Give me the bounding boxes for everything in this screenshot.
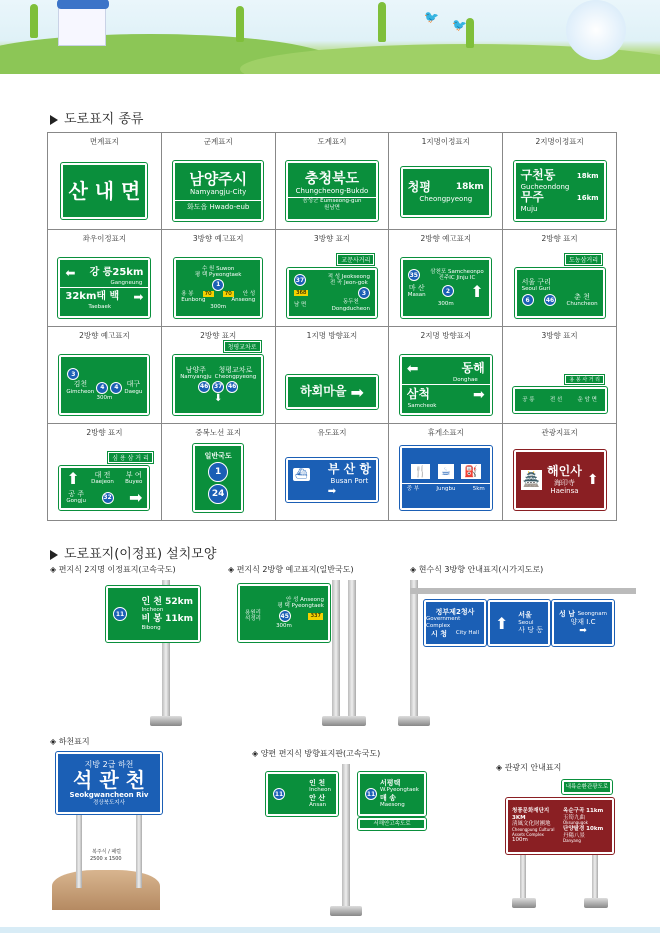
sign-gun-boundary <box>173 161 263 221</box>
sign-text: 청풍문화재단지 3KM <box>512 808 550 821</box>
sign-pole <box>136 808 142 888</box>
sign-text: 서울 <box>518 611 532 620</box>
route-number-badge: 70 <box>204 290 212 297</box>
install-sign-c-right <box>552 600 614 646</box>
intersection-name-tab: 용 봉 사 거 리 <box>565 375 604 384</box>
sign-text: 청평교차로 <box>218 366 253 374</box>
sign-text: 음성군 Eumseong-gun <box>288 197 376 205</box>
sign-text: 전 곡 Jeon-gok <box>329 280 368 287</box>
sign-text: 정부제2청사 <box>435 608 475 617</box>
sign-text: 옥순구곡 11km <box>563 808 604 815</box>
sign-text: Buyeo <box>125 479 143 486</box>
sign-text: Daegu <box>124 388 143 395</box>
sign-text: 운 암 면 <box>577 396 597 403</box>
arrow-left-icon: ⬅ <box>65 265 76 280</box>
cell-myeongye <box>48 133 162 230</box>
sign-text: City Hall <box>455 630 479 637</box>
triangle-bullet-icon <box>50 115 58 125</box>
sign-text: Maesong <box>380 802 405 809</box>
sign-text: W.Pyeongtaek <box>380 787 419 794</box>
arrow-right-icon: ➡ <box>350 382 364 402</box>
pole-base <box>150 716 182 726</box>
sign-text: 성 남 <box>559 609 575 618</box>
sign-text: 비 봉 11km <box>141 614 193 624</box>
sign-text: Gucheondong <box>520 182 570 191</box>
sign-text: 인 천 <box>309 779 326 788</box>
sign-text: Seoul <box>518 619 534 626</box>
house-illustration <box>58 6 106 46</box>
install-caption: ◈ 하천표지 <box>50 737 90 746</box>
arrow-up-icon: ⬆ <box>66 469 80 488</box>
sign-text: 100m <box>512 837 528 844</box>
sign-pole <box>342 764 350 912</box>
sign-text: Taebaek <box>88 303 112 310</box>
install-caption: ◈ 양편 편지식 방향표지판(고속국도) <box>252 749 381 758</box>
sign-text: 대구 <box>126 380 141 389</box>
arrow-right-icon: ➡ <box>133 289 144 304</box>
sign-text: Jungbu <box>436 485 456 492</box>
sign-2-way <box>515 268 605 318</box>
section-title-kinds: 도로표지 종류 <box>50 108 143 127</box>
sign-text: Seoul Guri <box>521 286 551 293</box>
cell-3-way-b <box>503 327 617 424</box>
sign-text: 내륙순환관광도로 <box>565 783 609 790</box>
cell-caption: 군계표지 <box>203 137 233 146</box>
sign-f-right-panel <box>561 800 612 852</box>
route-number-badge: 45 <box>279 610 291 622</box>
sign-text: 대 전 <box>94 471 111 479</box>
cell-caption: 중복노선 표지 <box>195 428 242 437</box>
sign-text: 서평택 <box>380 779 401 788</box>
sign-text: 구천동 <box>520 167 556 182</box>
sign-text: 지방 2급 하천 <box>84 759 134 769</box>
arrow-left-icon: ⬅ <box>406 360 419 377</box>
cell-left-right-distance <box>48 230 162 327</box>
sign-pole <box>76 808 82 888</box>
install-caption: ◈ 관광지 안내표지 <box>496 763 562 772</box>
sign-text: 하회마을 <box>300 384 347 399</box>
sign-2-place-distance <box>514 161 606 221</box>
cell-1-place-direction <box>275 327 389 424</box>
sign-text: 적 성 Jeokseong <box>327 273 370 280</box>
sign-overlap-route <box>193 444 243 512</box>
sign-text: Danyang <box>563 838 581 844</box>
route-number-badge: 37 <box>212 381 224 393</box>
overhead-arm <box>410 588 636 594</box>
pole-base <box>512 898 536 908</box>
route-number-badge: 3 <box>358 287 370 299</box>
sign-text: 300m <box>210 303 227 310</box>
sign-text: Seokgwancheon Riv <box>69 791 149 800</box>
sign-myeon-boundary <box>61 163 147 219</box>
route-number-badge: 4 <box>96 382 108 394</box>
install-sign-f <box>506 798 614 854</box>
sign-text: 화도읍 Hwado-eub <box>175 200 261 211</box>
sign-text: Anseong <box>231 297 256 304</box>
cell-caption: 3방향 표지 <box>313 234 351 243</box>
route-number-badge: 4 <box>110 382 122 394</box>
arrow-up-icon: ⬆ <box>470 281 484 301</box>
sign-text: Samcheok <box>407 402 437 409</box>
sign-text: 공 주 <box>68 490 85 498</box>
sign-left-right-distance <box>58 258 150 318</box>
route-number-badge: 32 <box>102 492 114 504</box>
sign-text: 무주 <box>520 190 544 204</box>
cell-caption: 휴게소표지 <box>427 428 464 437</box>
sign-text: Gongju <box>66 498 87 505</box>
sign-text: 사 당 동 <box>518 626 543 635</box>
sign-do-boundary <box>286 161 378 221</box>
arrow-right-icon: ➡ <box>128 488 143 507</box>
sign-text: 300m <box>276 622 292 629</box>
sign-text: 양재 I.C <box>570 618 596 626</box>
bird-icon: 🐦 <box>424 10 439 24</box>
route-number-badge: 6 <box>522 294 534 306</box>
sign-text: 석 관 천 <box>73 768 145 793</box>
install-sign-e-right <box>358 772 426 816</box>
footer-strip <box>0 927 660 933</box>
sign-text: 공 릉 <box>522 396 535 403</box>
sign-text: Oksungugok <box>563 820 588 826</box>
route-number-badge: 11 <box>365 788 377 800</box>
sign-text: 시 청 <box>431 629 447 638</box>
sign-text: 전 선 <box>549 396 563 403</box>
cell-2-place-distance <box>503 133 617 230</box>
route-number-badge: 37 <box>294 274 306 286</box>
route-number-badge: 46 <box>544 294 556 306</box>
cell-caption: 2지명 방향표지 <box>420 331 472 340</box>
pole-base <box>330 906 362 916</box>
sign-text: 남양주 <box>185 366 207 374</box>
install-sign-c-middle <box>488 600 550 646</box>
tree-icon <box>378 2 386 42</box>
cell-2-way-b <box>161 327 275 424</box>
pagoda-icon: 🏯 <box>522 471 541 488</box>
sign-3-way-b <box>513 387 607 413</box>
route-number-badge: 46 <box>198 381 210 393</box>
arrow-down-icon: ⬇ <box>213 392 223 404</box>
sign-text: 玉筍九曲 <box>563 814 586 821</box>
sign-2-place-direction <box>400 355 492 415</box>
sign-text: Cheongpung Cultural Assets Complex <box>512 826 555 837</box>
sign-text: 마 산 <box>408 283 425 292</box>
sign-guide <box>286 458 378 502</box>
triangle-bullet-icon <box>50 550 58 560</box>
sign-text: 삼척 <box>406 386 430 401</box>
install-sign-e-bottom <box>358 818 426 830</box>
sign-text: 안 성 <box>242 290 256 297</box>
sign-1-place-direction <box>286 375 378 409</box>
sign-text: 海印寺 <box>553 478 575 487</box>
intersection-name-tab: 교문사거리 <box>337 254 374 265</box>
cell-caption: 3방향 예고표지 <box>192 234 244 243</box>
cell-rest-area <box>389 424 503 521</box>
sign-2-way-b <box>173 355 263 415</box>
cell-gungye <box>161 133 275 230</box>
arrow-right-icon: ➡ <box>579 626 587 637</box>
sign-3-way <box>287 268 377 318</box>
sign-kinds-table <box>47 132 617 521</box>
pole-base <box>398 716 430 726</box>
sign-text: 일반국도 <box>204 451 232 460</box>
cell-2-way-notice <box>389 230 503 327</box>
cell-caption: 1지명이정표지 <box>421 137 470 146</box>
sign-text: 청평 <box>407 179 431 194</box>
sign-text: 삼천포 Samcheonpo <box>430 268 484 275</box>
sign-3-way-notice <box>174 258 262 318</box>
sign-text: 18km <box>576 171 599 180</box>
cell-2-way <box>503 230 617 327</box>
sign-text: Bibong <box>141 624 161 631</box>
sign-text: Haeinsa <box>550 486 579 495</box>
sign-text: Eunbong <box>181 297 206 304</box>
route-number-badge: 1 <box>208 462 228 482</box>
fuel-pump-icon: ⛽ <box>461 464 481 479</box>
cup-icon: ☕ <box>438 464 454 479</box>
sign-2-way-notice <box>401 258 491 318</box>
sign-text: Chungcheong-Bukdo <box>295 186 369 195</box>
sign-pole <box>348 580 356 722</box>
sign-text: Namyangju-City <box>190 188 247 197</box>
section-title-install: 도로표지(이정표) 설치모양 <box>50 543 216 562</box>
cell-tourist-site <box>503 424 617 521</box>
cell-caption: 2방향 예고표지 <box>79 331 130 340</box>
arrow-up-icon: ⬆ <box>495 613 509 633</box>
riverbank-illustration <box>52 870 160 910</box>
sign-text: Masan <box>407 292 426 299</box>
header-banner <box>0 0 660 74</box>
sign-text: 해인사 <box>547 463 582 478</box>
sign-text: Cheongpyeong <box>214 374 257 381</box>
pole-base <box>322 716 366 726</box>
install-sign-c-left <box>424 600 486 646</box>
sign-text: Incheon <box>309 787 331 794</box>
sign-text: 충청북도 <box>304 170 360 187</box>
route-number-badge: 11 <box>273 788 285 800</box>
sign-text: 18km <box>455 182 484 193</box>
sign-2-way-notice-b <box>59 355 149 415</box>
route-number-badge: 3 <box>67 368 79 380</box>
sign-text: 丹陽八景 <box>563 832 586 839</box>
sign-text: 춘 천 <box>574 293 590 301</box>
intersection-name-tab: 청평교차로 <box>224 341 261 352</box>
install-sign-a <box>106 586 200 642</box>
sign-1-place-distance <box>401 167 491 217</box>
sign-text: 원남면 <box>324 204 340 211</box>
tree-icon <box>236 6 244 42</box>
fork-knife-icon: 🍴 <box>411 464 431 479</box>
sign-text: Muju <box>520 204 538 213</box>
sign-text: 김천 <box>73 380 88 389</box>
sign-text: 300m <box>437 300 454 307</box>
sign-text: 서해안고속도로 <box>373 820 411 827</box>
sign-text: 경상북도지사 <box>93 799 125 806</box>
cell-caption: 2방향 표지 <box>541 234 578 243</box>
cell-caption: 관광지표지 <box>541 428 578 437</box>
sign-text: Gimcheon <box>66 388 95 395</box>
sign-text: 안 성 Anseong <box>286 596 324 603</box>
sign-text: 산 내 면 <box>68 179 141 203</box>
arrow-right-icon: ➡ <box>473 386 485 403</box>
cell-overlap-route <box>161 424 275 521</box>
sign-text: 300m <box>96 395 113 402</box>
cell-guide <box>275 424 389 521</box>
arrow-up-icon: ⬆ <box>586 471 599 488</box>
sign-text: Daejeon <box>91 479 114 486</box>
arrow-right-icon: ➡ <box>327 485 337 497</box>
route-number-badge: 2 <box>442 285 454 297</box>
sign-text: Namyangju <box>180 374 212 381</box>
sign-text: 동해 <box>461 361 485 375</box>
sign-text: 남양주시 <box>189 169 248 188</box>
sign-text: 평 택 Pyeongtaek <box>194 272 242 279</box>
sign-text: Incheon <box>141 607 164 614</box>
route-number-badge: 46 <box>226 381 238 393</box>
install-caption: ◈ 현수식 3방향 안내표지(시가지도로) <box>410 565 544 574</box>
cell-caption: 유도표지 <box>317 428 347 437</box>
cell-2-way-notice-b <box>48 327 162 424</box>
route-number-badge: 368 <box>295 289 307 296</box>
route-number-badge: 11 <box>113 607 127 621</box>
route-number-badge: 1 <box>212 279 224 291</box>
sign-text: Donghae <box>452 376 478 383</box>
route-number-badge: 24 <box>208 484 228 504</box>
ship-icon: ⛴ <box>294 469 308 480</box>
cell-caption: 2방향 예고표지 <box>420 234 472 243</box>
sign-text: 인 천 52km <box>141 596 193 607</box>
sign-text: 매 송 <box>380 794 397 802</box>
sign-tourist-site <box>514 450 606 510</box>
sign-text: Cheongpyeong <box>419 194 473 203</box>
sign-text: 서울 구리 <box>521 278 551 287</box>
install-caption: ◈ 편지식 2지명 이정표지(고속국도) <box>50 565 176 574</box>
sign-text: Busan Port <box>330 477 369 486</box>
sign-text: 16km <box>576 193 599 202</box>
sign-text: 용 봉 <box>181 290 194 297</box>
cell-1-place-distance <box>389 133 503 230</box>
cell-caption: 1지명 방향표지 <box>306 331 358 340</box>
route-number-badge: 337 <box>310 613 321 619</box>
sign-text: 수 원 Suwon <box>201 265 235 272</box>
sign-text: 부 산 항 <box>327 462 371 477</box>
sign-text: Gangneung <box>110 279 143 286</box>
sign-text: 안 산 <box>309 794 326 802</box>
sign-text: Ansan <box>309 802 327 809</box>
sign-2-way-c <box>59 466 149 510</box>
install-sign-f-tab <box>562 780 612 794</box>
install-caption: ◈ 편지식 2방향 예고표지(일반국도) <box>228 565 354 574</box>
sign-text: Seongnam <box>577 610 607 617</box>
install-sign-b <box>238 584 330 642</box>
tree-icon <box>466 18 474 48</box>
install-sign-e-left <box>266 772 338 816</box>
cell-3-way-notice <box>161 230 275 327</box>
route-number-badge: 70 <box>224 290 232 297</box>
dimension-note: 복주식 / 패럴 <box>92 849 122 855</box>
cell-caption: 좌우이정표지 <box>82 234 127 243</box>
cell-2-place-direction <box>389 327 503 424</box>
pole-base <box>584 898 608 908</box>
intersection-name-tab: 심 용 삼 거 리 <box>108 452 153 463</box>
sign-text: 용원리 <box>245 609 261 616</box>
sign-text: 중 부 <box>406 485 420 492</box>
cloud-character-illustration <box>566 0 626 60</box>
sign-text: 평 택 Pyeongtaek <box>277 603 324 610</box>
sign-pole <box>410 580 418 722</box>
sign-rest-area <box>400 446 492 510</box>
cell-caption: 2방향 표지 <box>86 428 123 437</box>
tree-icon <box>30 4 38 38</box>
sign-text: 강 릉25km <box>89 267 144 279</box>
cell-caption: 도계표지 <box>317 137 347 146</box>
sign-f-left-panel <box>508 800 561 852</box>
cell-dogye <box>275 133 389 230</box>
install-sign-river <box>56 752 162 814</box>
cell-caption: 3방향 표지 <box>541 331 578 340</box>
cell-2-way-c <box>48 424 162 521</box>
sign-text: 진주IC Jinju IC <box>438 275 476 282</box>
sign-text: 동두천 <box>342 299 359 305</box>
sign-text: 단양팔경 10km <box>563 826 604 832</box>
cell-3-way <box>275 230 389 327</box>
sign-text: 5km <box>472 485 485 492</box>
sign-text: 남 면 <box>293 302 307 309</box>
bird-icon: 🐦 <box>452 18 467 32</box>
dimension-note: 2500 x 1500 <box>90 856 122 862</box>
route-number-badge: 35 <box>408 269 420 281</box>
intersection-name-tab: 도농삼거리 <box>565 254 602 265</box>
sign-pole <box>332 580 340 722</box>
sign-text: 석정리 <box>245 616 261 623</box>
cell-caption: 2지명이정표지 <box>535 137 584 146</box>
sign-text: Dongducheon <box>331 305 370 312</box>
cell-caption: 면계표지 <box>89 137 119 146</box>
sign-text: 淸風文化財團地 <box>512 821 551 828</box>
sign-text: 부 여 <box>125 471 142 479</box>
sign-text: Government Complex <box>426 616 461 629</box>
cell-caption: 2방향 표지 <box>200 331 237 340</box>
sign-text: 32km태 백 <box>65 290 120 302</box>
sign-text: Chuncheon <box>566 301 598 308</box>
